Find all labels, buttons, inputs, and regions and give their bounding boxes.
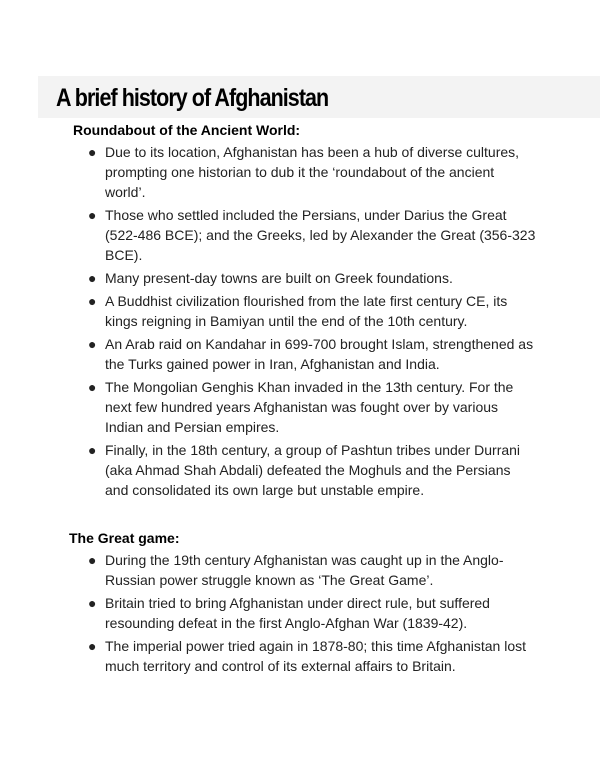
section-heading: The Great game: <box>69 530 180 546</box>
bullet-icon: ● <box>88 270 97 286</box>
list-item: ● Many present-day towns are built on Greek foundations. <box>88 270 453 286</box>
list-item: ● Britain tried to bring Afghanistan under direct rule, but suffered resounding defeat in the first Anglo-Afghan War (1839-42). <box>88 595 490 631</box>
bullet-icon: ● <box>88 442 97 458</box>
list-item: ● A Buddhist civilization flourished from the late first century CE, its kings reigning in Bamiyan until the end of the 10th century. <box>88 293 508 329</box>
list-item: ● The Mongolian Genghis Khan invaded in the 13th century. For the next few hundred years Afghanistan was fought over by various Indian and Persian empires. <box>88 379 514 435</box>
bullet-list <box>0 142 600 500</box>
bullet-icon: ● <box>88 638 97 654</box>
bullet-icon: ● <box>88 293 97 309</box>
list-item: ● Finally, in the 18th century, a group of Pashtun tribes under Durrani (aka Ahmad Shah Abdali) defeated the Moghuls and the Persians and consolidated its own large but unstable empire. <box>88 442 521 498</box>
list-item: ● Those who settled included the Persians, under Darius the Great (522-486 BCE); and the Greeks, led by Alexander the Great (356-323 BCE). <box>88 207 536 263</box>
page-title: A brief history of Afghanistan <box>56 84 329 112</box>
bullet-icon: ● <box>88 595 97 611</box>
section-heading: Roundabout of the Ancient World: <box>73 122 301 138</box>
bullet-icon: ● <box>88 552 97 568</box>
bullet-icon: ● <box>88 144 97 160</box>
list-item: ● Due to its location, Afghanistan has been a hub of diverse cultures, prompting one historian to dub it the ‘roundabout of the ancient world’. <box>88 144 520 200</box>
section-ancient-world <box>0 120 600 500</box>
bullet-icon: ● <box>88 379 97 395</box>
section-great-game <box>0 528 600 676</box>
bullet-icon: ● <box>88 336 97 352</box>
list-item: ● During the 19th century Afghanistan was caught up in the Anglo-Russian power struggle known as ‘The Great Game’. <box>88 552 504 588</box>
list-item: ● An Arab raid on Kandahar in 699-700 brought Islam, strengthened as the Turks gained power in Iran, Afghanistan and India. <box>88 336 534 372</box>
list-item: ● The imperial power tried again in 1878-80; this time Afghanistan lost much territory and control of its external affairs to Britain. <box>88 638 527 674</box>
bullet-list <box>0 550 600 676</box>
bullet-icon: ● <box>88 207 97 223</box>
